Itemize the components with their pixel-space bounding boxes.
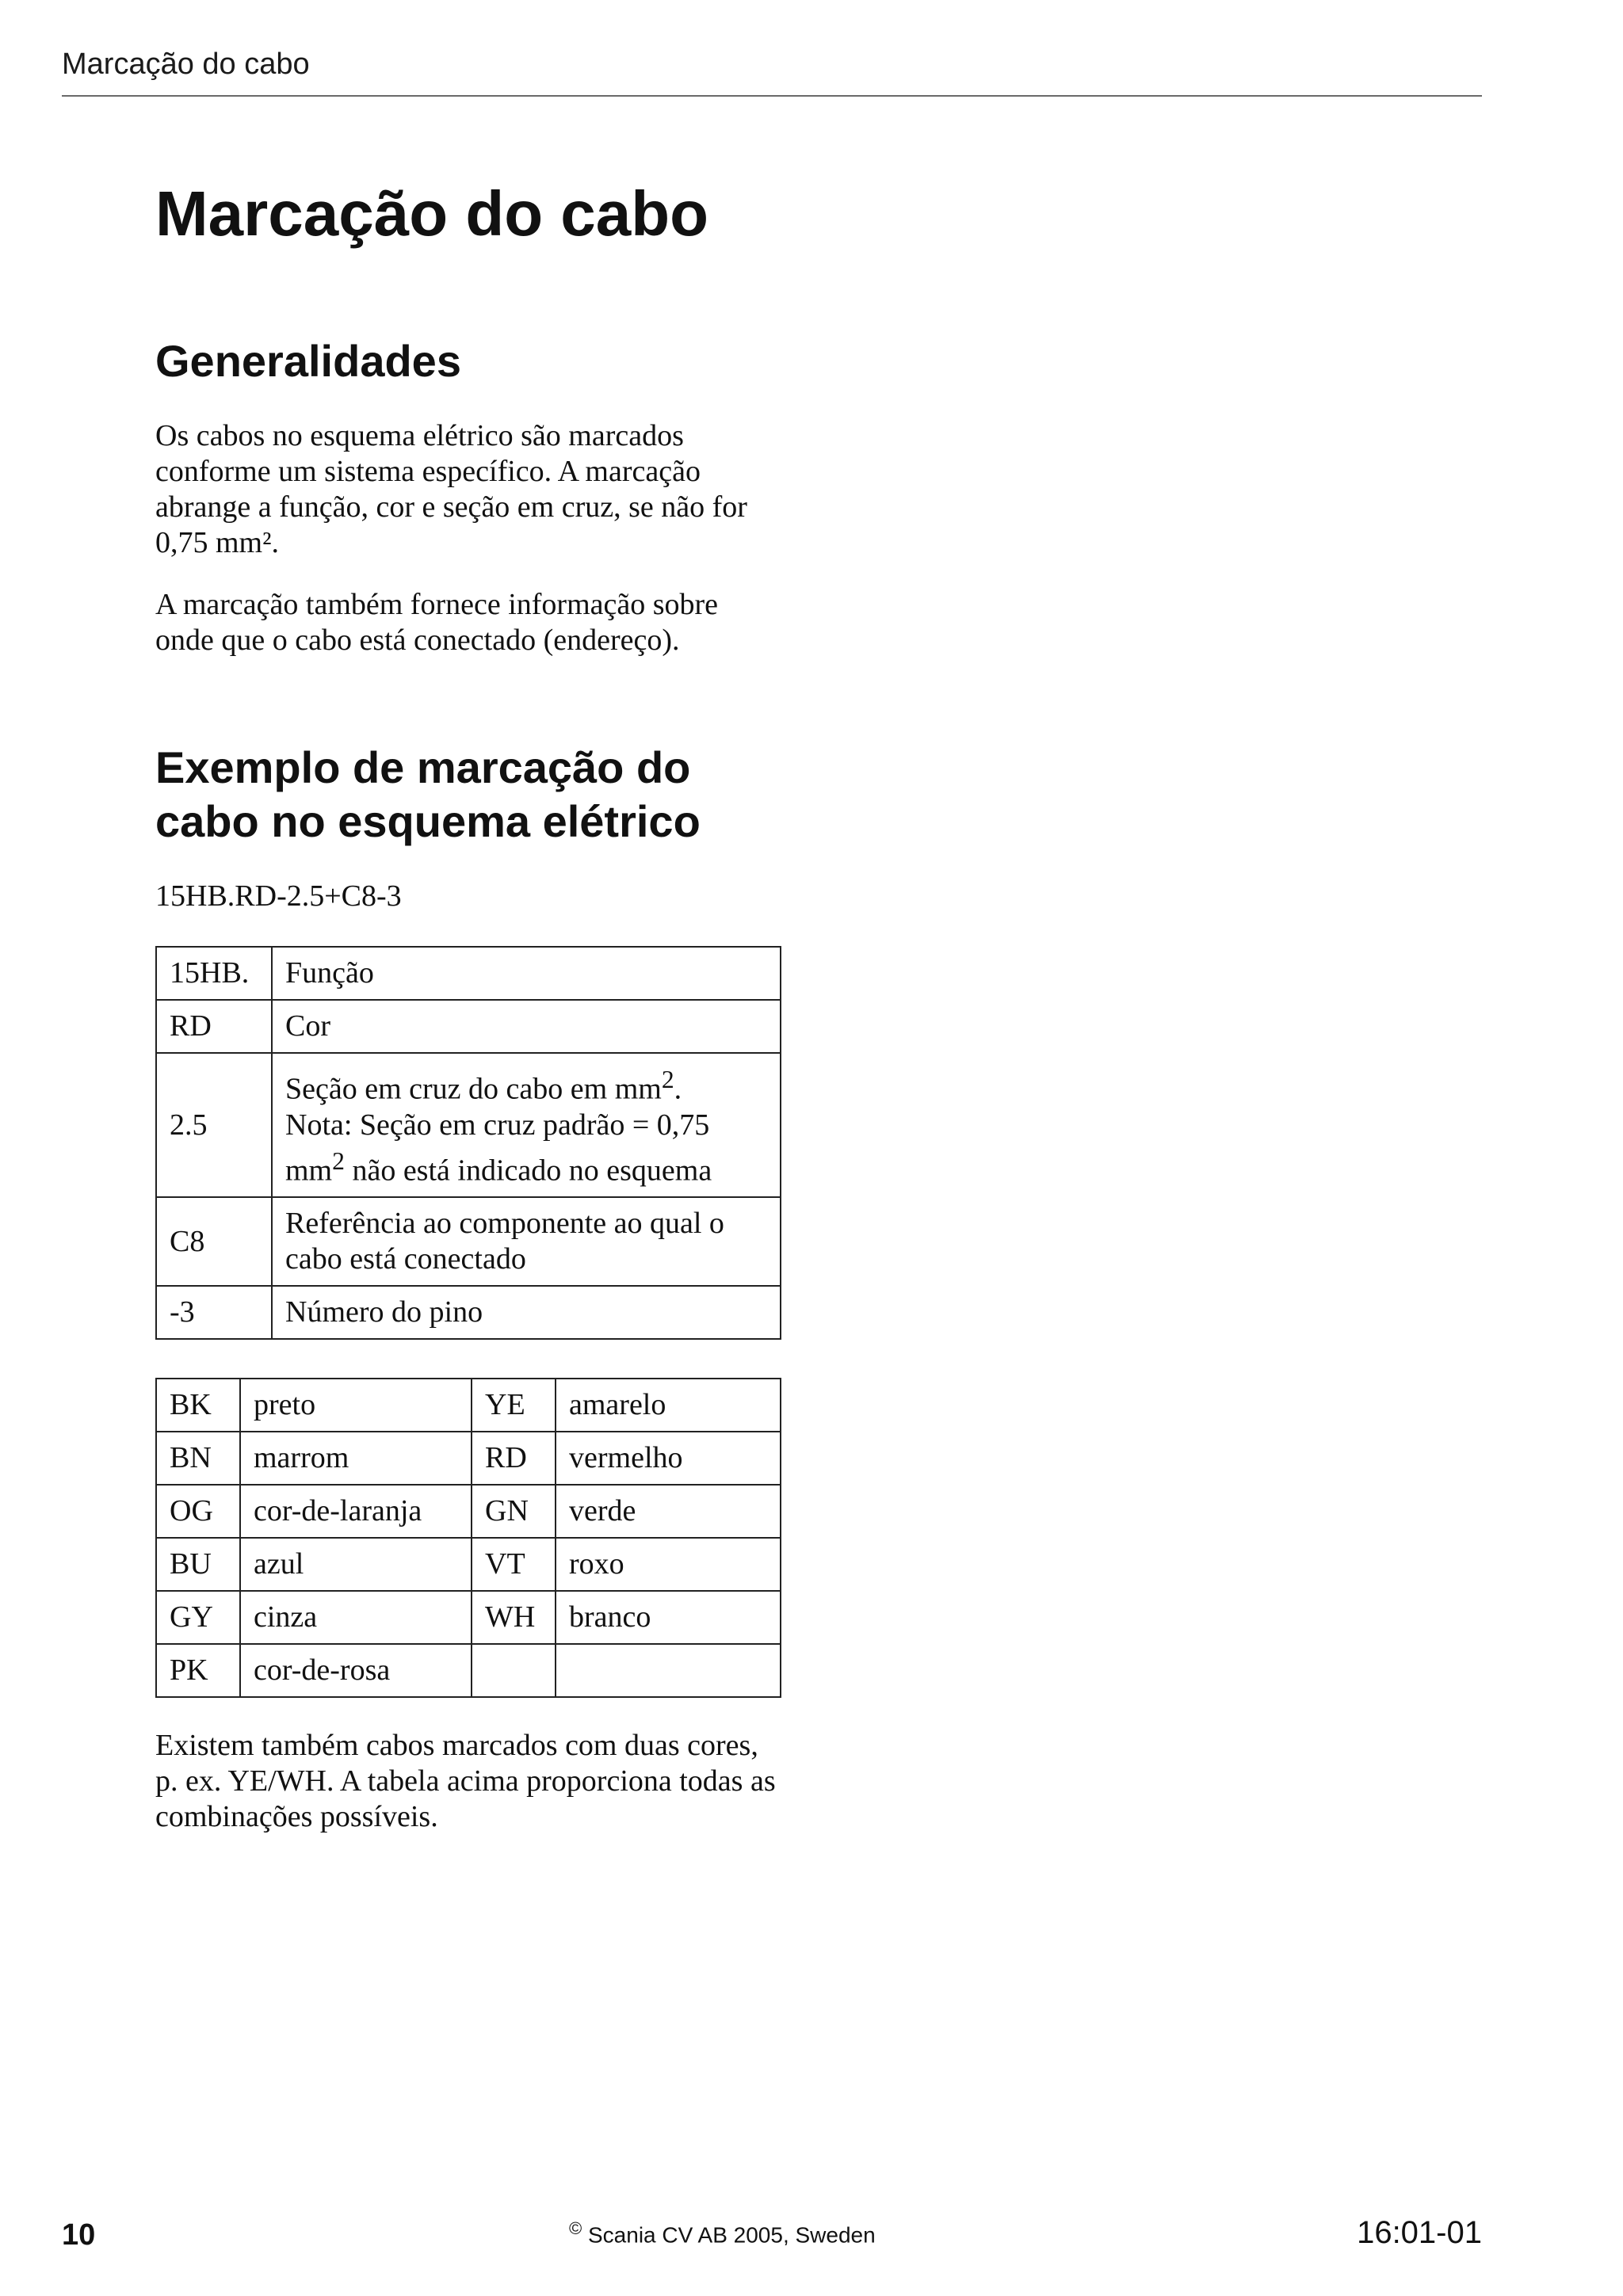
marking-code-cell: 2.5 bbox=[156, 1053, 272, 1197]
color-code-cell: PK bbox=[156, 1644, 240, 1697]
superscript: 2 bbox=[661, 1066, 674, 1093]
table-row bbox=[156, 1644, 781, 1697]
table-row bbox=[156, 1591, 781, 1644]
color-code-cell bbox=[472, 1644, 556, 1697]
section-heading-general: Generalidades bbox=[155, 336, 461, 386]
table-row bbox=[156, 1286, 781, 1339]
color-name-cell bbox=[556, 1644, 781, 1697]
table-row bbox=[156, 1538, 781, 1591]
color-code-cell: WH bbox=[472, 1591, 556, 1644]
table-row bbox=[156, 1432, 781, 1485]
example-marking-code: 15HB.RD-2.5+C8-3 bbox=[155, 879, 402, 913]
color-name-cell: verde bbox=[556, 1485, 781, 1538]
marking-code-cell: -3 bbox=[156, 1286, 272, 1339]
color-code-cell: GY bbox=[156, 1591, 240, 1644]
note-text: Nota: Seção em cruz padrão = 0,75 mm bbox=[285, 1108, 710, 1188]
two-color-note: Existem também cabos marcados com duas cores, p. ex. YE/WH. A tabela acima proporciona todas as combinações possíveis. bbox=[155, 1729, 776, 1834]
running-header: Marcação do cabo bbox=[62, 48, 310, 81]
color-code-cell: BU bbox=[156, 1538, 240, 1591]
marking-code-cell: RD bbox=[156, 1000, 272, 1053]
table-row bbox=[156, 1485, 781, 1538]
color-code-cell: BK bbox=[156, 1379, 240, 1432]
header-divider bbox=[62, 95, 1482, 97]
color-name-cell: cor-de-laranja bbox=[240, 1485, 472, 1538]
general-paragraph-1: Os cabos no esquema elétrico são marcados conforme um sistema específico. A marcação abrange a função, cor e seção em cruz, se não for 0,75 mm². bbox=[155, 419, 747, 559]
copyright-symbol: © bbox=[569, 2218, 582, 2238]
marking-description-cell bbox=[272, 1053, 781, 1197]
color-name-cell: cor-de-rosa bbox=[240, 1644, 472, 1697]
document-code: 16:01-01 bbox=[1357, 2215, 1482, 2250]
page-content bbox=[155, 176, 781, 1835]
marking-table bbox=[155, 946, 781, 1340]
color-code-cell: RD bbox=[472, 1432, 556, 1485]
color-name-cell: preto bbox=[240, 1379, 472, 1432]
color-name-cell: marrom bbox=[240, 1432, 472, 1485]
page-title: Marcação do cabo bbox=[155, 178, 709, 249]
page-number: 10 bbox=[62, 2218, 96, 2252]
color-name-cell: branco bbox=[556, 1591, 781, 1644]
table-row bbox=[156, 1379, 781, 1432]
marking-description-cell: Cor bbox=[272, 1000, 781, 1053]
note-text-end: não está indicado no esquema bbox=[344, 1154, 712, 1188]
marking-code-cell: 15HB. bbox=[156, 947, 272, 1000]
color-code-table bbox=[155, 1378, 781, 1698]
table-row bbox=[156, 1053, 781, 1197]
period: . bbox=[674, 1072, 682, 1106]
color-code-cell: OG bbox=[156, 1485, 240, 1538]
copyright-notice bbox=[569, 2218, 886, 2248]
marking-description-cell: Número do pino bbox=[272, 1286, 781, 1339]
table-row bbox=[156, 1000, 781, 1053]
cross-section-text: Seção em cruz do cabo em mm bbox=[285, 1072, 662, 1106]
section-heading-example bbox=[155, 741, 781, 849]
color-code-cell: YE bbox=[472, 1379, 556, 1432]
copyright-text: Scania CV AB 2005, Sweden bbox=[588, 2222, 876, 2248]
color-name-cell: vermelho bbox=[556, 1432, 781, 1485]
color-code-cell: BN bbox=[156, 1432, 240, 1485]
color-code-cell: VT bbox=[472, 1538, 556, 1591]
superscript: 2 bbox=[332, 1146, 345, 1175]
color-name-cell: amarelo bbox=[556, 1379, 781, 1432]
color-name-cell: azul bbox=[240, 1538, 472, 1591]
color-name-cell: cinza bbox=[240, 1591, 472, 1644]
color-code-cell: GN bbox=[472, 1485, 556, 1538]
table-row bbox=[156, 1197, 781, 1286]
color-name-cell: roxo bbox=[556, 1538, 781, 1591]
marking-description-cell: Referência ao componente ao qual o cabo está conectado bbox=[272, 1197, 781, 1286]
general-paragraph-2: A marcação também fornece informação sobre onde que o cabo está conectado (endereço). bbox=[155, 588, 719, 657]
marking-description-cell: Função bbox=[272, 947, 781, 1000]
table-row bbox=[156, 947, 781, 1000]
marking-code-cell: C8 bbox=[156, 1197, 272, 1286]
example-heading-line-1: Exemplo de marcação do bbox=[155, 742, 691, 792]
example-heading-line-2: cabo no esquema elétrico bbox=[155, 796, 701, 846]
